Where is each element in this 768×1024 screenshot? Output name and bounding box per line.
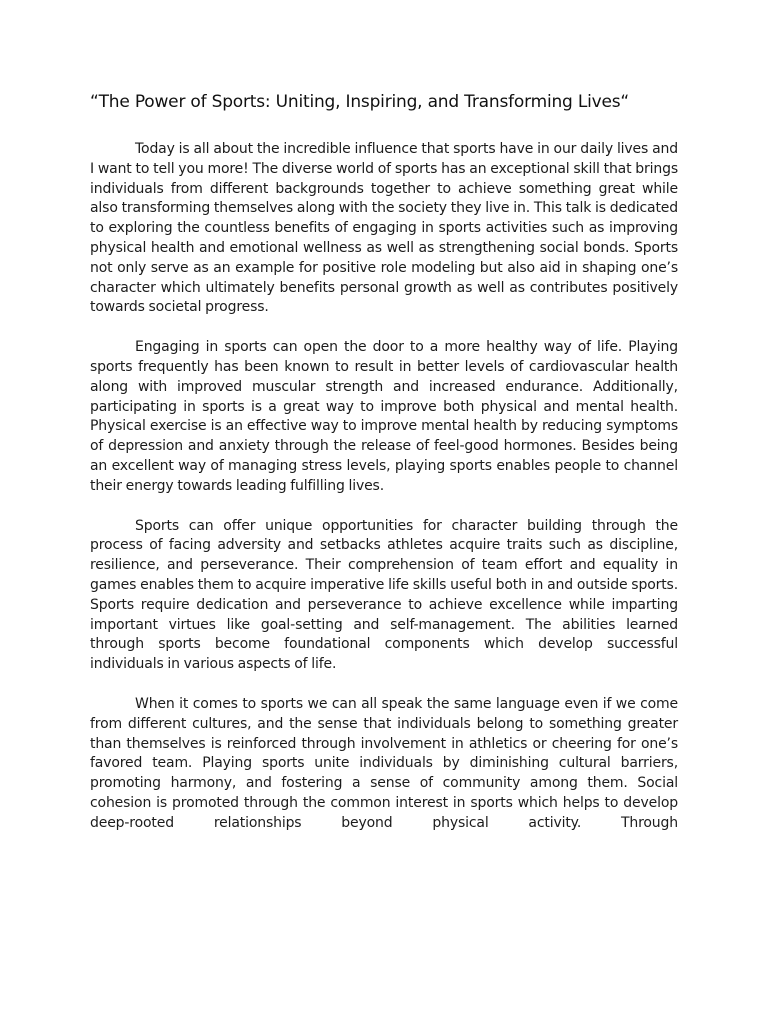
document-title: “The Power of Sports: Uniting, Inspiring, and Transforming Lives“	[90, 92, 630, 112]
paragraph-3: Sports can offer unique opportunities for character building through the process of facing adversity and setbacks athletes acquire traits such as discipline, resilience, and perseverance. Their comprehension of team effort and equality in games enables them to acquire imperative life skills useful both in and outside sports. Sports require dedication and perseverance to achieve excellence while imparting important virtues like goal-setting and self-management. The abilities learned through sports become foundational components which develop successful individuals in various aspects of life.	[90, 517, 678, 673]
paragraph-2: Engaging in sports can open the door to a more healthy way of life. Playing sports frequently has been known to result in better levels of cardiovascular health along with improved muscular strength and increased endurance. Additionally, participating in sports is a great way to improve both physical and mental health. Physical exercise is an effective way to improve mental health by reducing symptoms of depression and anxiety through the release of feel-good hormones. Besides being an excellent way of managing stress levels, playing sports enables people to channel their energy towards leading fulfilling lives.	[90, 339, 678, 494]
document-body	[90, 140, 678, 854]
paragraph-4: When it comes to sports we can all speak the same language even if we come from different cultures, and the sense that individuals belong to something greater than themselves is reinforced through involvement in athletics or cheering for one’s favored team. Playing sports unite individuals by diminishing cultural barriers, promoting harmony, and fostering a sense of community among them. Social cohesion is promoted through the common interest in sports which helps to develop deep-rooted relationships beyond physical activity. Through	[90, 695, 678, 831]
paragraph-1: Today is all about the incredible influence that sports have in our daily lives and I want to tell you more! The diverse world of sports has an exceptional skill that brings individuals from different backgrounds together to achieve something great while also transforming themselves along with the society they live in. This talk is dedicated to exploring the countless benefits of engaging in sports activities such as improving physical health and emotional wellness as well as strengthening social bonds. Sports not only serve as an example for positive role modeling but also aid in shaping one’s character which ultimately benefits personal growth as well as contributes positively towards societal progress.	[90, 141, 678, 316]
